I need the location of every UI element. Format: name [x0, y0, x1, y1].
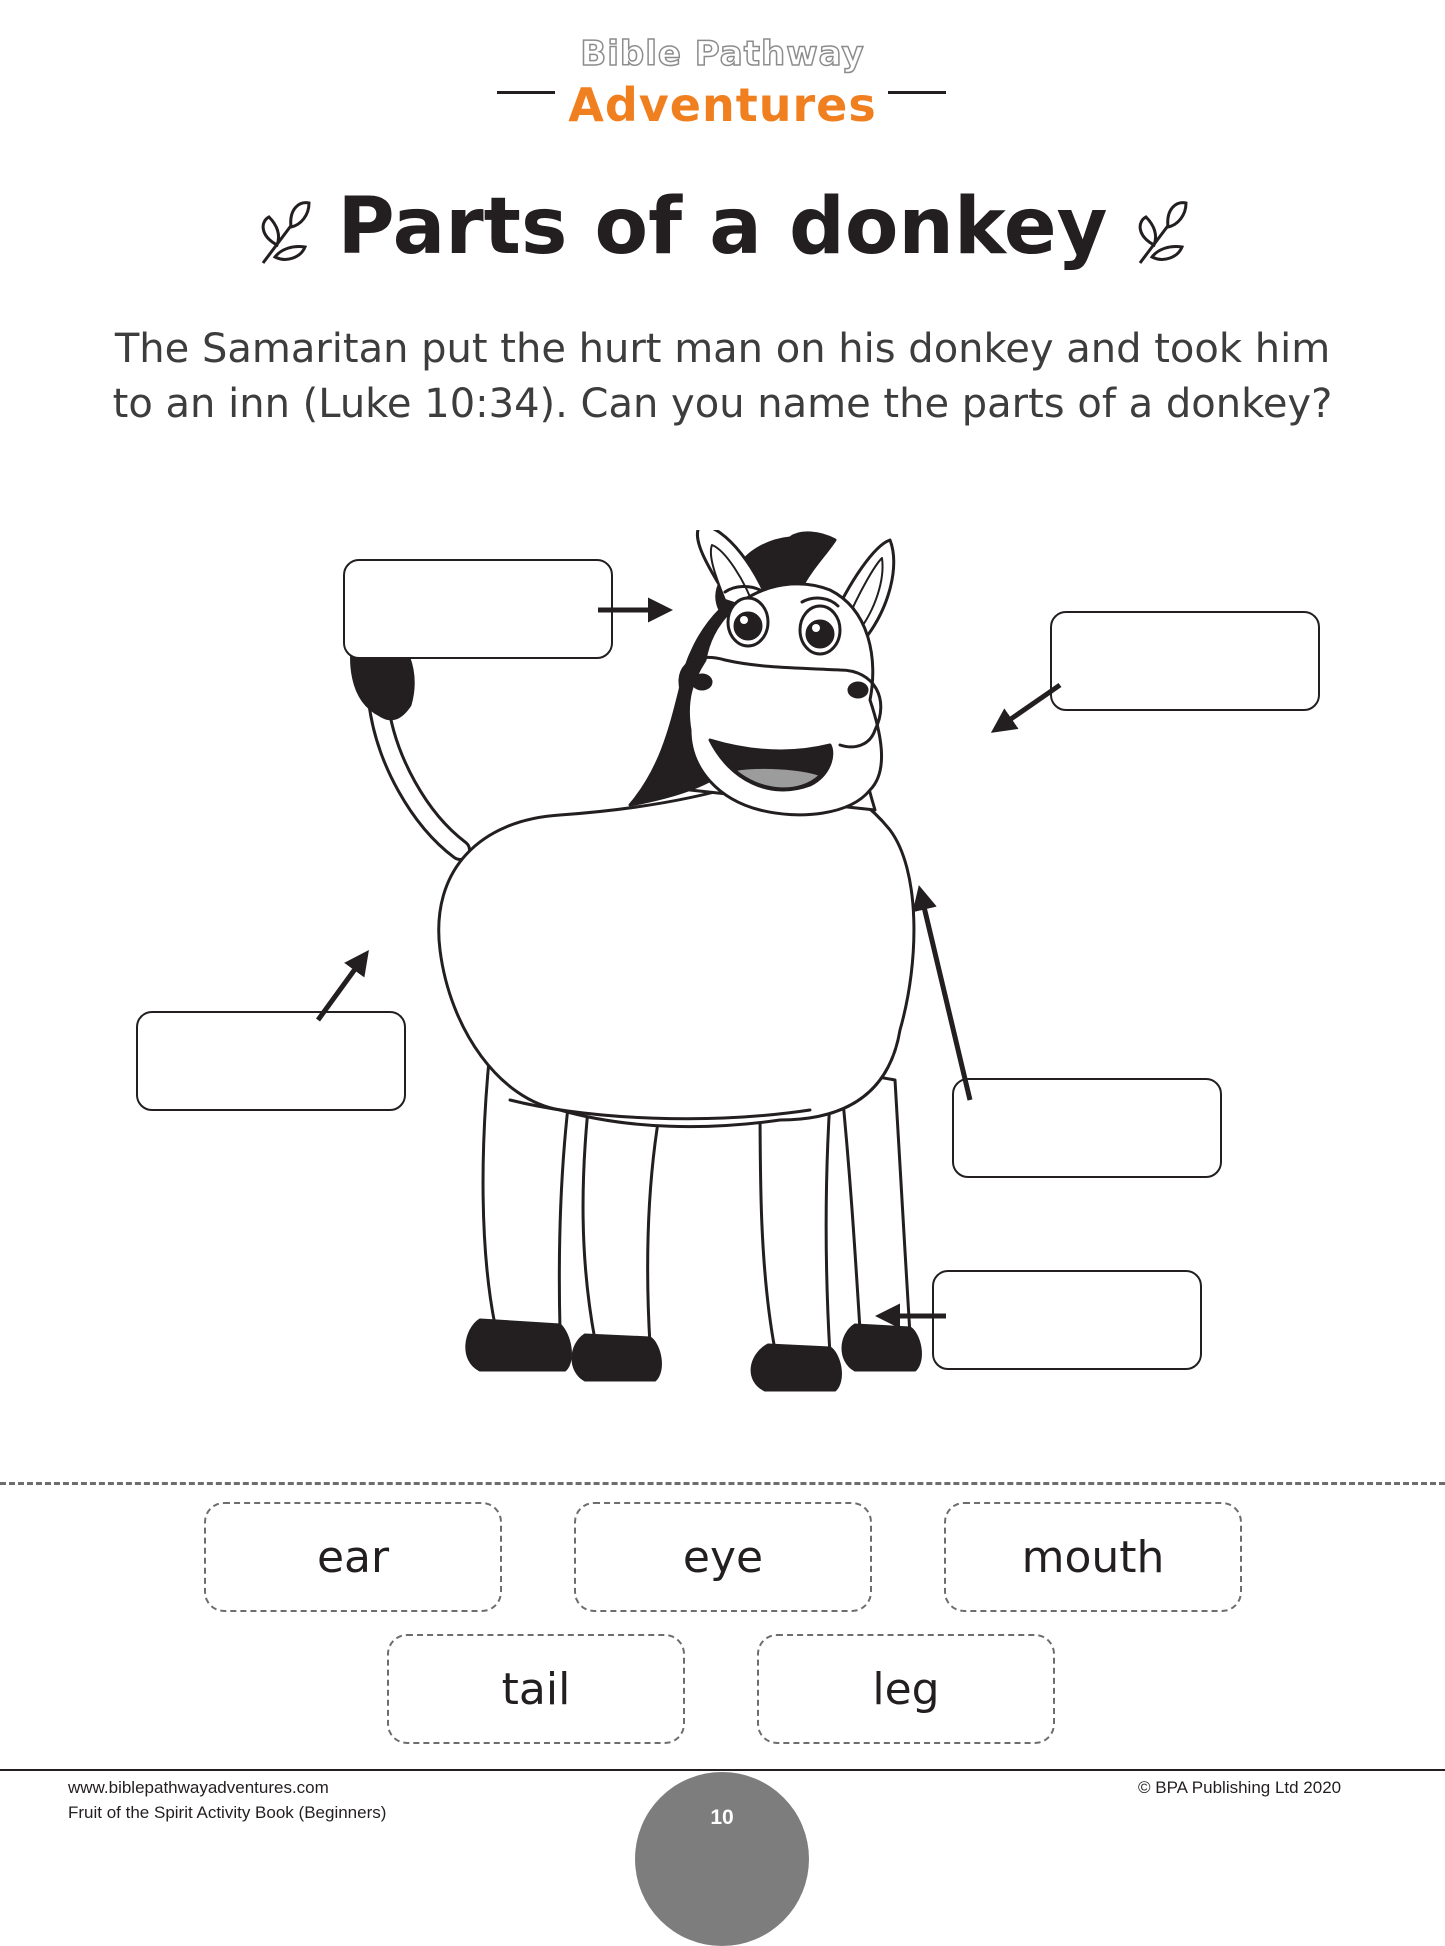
cut-line — [0, 1482, 1445, 1485]
word-card-eye[interactable]: eye — [574, 1502, 872, 1612]
word-card-mouth[interactable]: mouth — [944, 1502, 1242, 1612]
arrow-to-tail — [318, 954, 366, 1020]
word-card-tail[interactable]: tail — [387, 1634, 685, 1744]
footer-copyright: © BPA Publishing Ltd 2020 — [1138, 1778, 1342, 1797]
word-card-leg[interactable]: leg — [757, 1634, 1055, 1744]
arrow-to-eye — [995, 685, 1060, 730]
page-title: Parts of a donkey — [337, 182, 1108, 272]
footer-rule — [0, 1769, 1445, 1771]
footer-website: www.biblepathwayadventures.com — [68, 1778, 329, 1797]
page-number-tab — [635, 1772, 809, 1946]
logo-line2: Adventures — [568, 78, 877, 132]
logo-line1: Bible Pathway — [580, 34, 865, 74]
page-number: 10 — [710, 1806, 734, 1829]
footer-book-title: Fruit of the Spirit Activity Book (Beginners) — [68, 1803, 387, 1822]
intro-line-2: to an inn (Luke 10:34). Can you name the parts of a donkey? — [112, 381, 1333, 427]
arrow-to-mouth — [920, 890, 970, 1100]
word-card-ear[interactable]: ear — [204, 1502, 502, 1612]
intro-line-1: The Samaritan put the hurt man on his donkey and took him — [114, 326, 1331, 372]
